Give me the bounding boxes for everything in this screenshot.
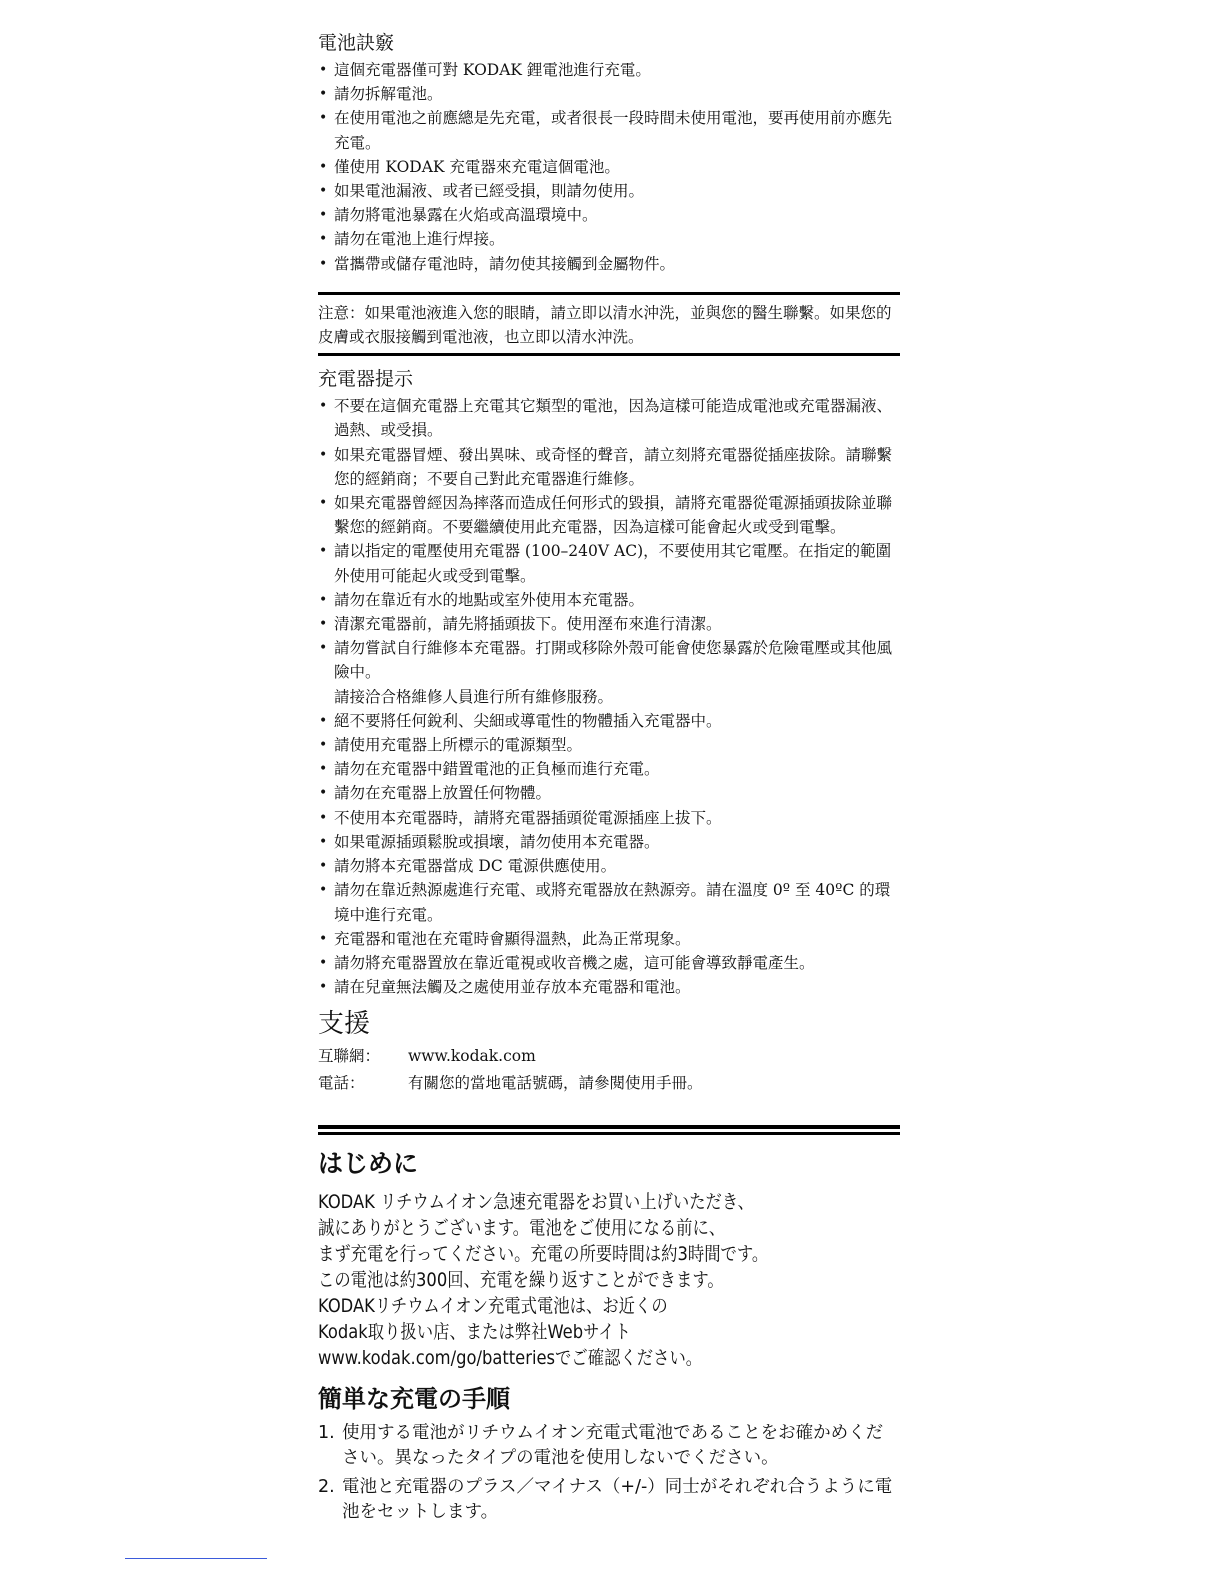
step-number: 2. [318, 1477, 335, 1498]
list-item: • 這個充電器僅可對 KODAK 鋰電池進行充電。 [318, 58, 900, 82]
battery-tips-list [318, 58, 900, 276]
list-item: • 不要在這個充電器上充電其它類型的電池，因為這樣可能造成電池或充電器漏液、過熱、或受損。 [318, 394, 900, 442]
internet-label: 互聯網： [318, 1047, 381, 1066]
intro-line: まず充電を行ってください。充電の所要時間は約3時間です。 [318, 1243, 769, 1266]
steps-heading: 簡単な充電の手順 [318, 1385, 510, 1414]
list-item: • 請勿在電池上進行焊接。 [318, 227, 900, 251]
step-number: 1. [318, 1423, 335, 1444]
list-item: • 請勿在充電器中錯置電池的正負極而進行充電。 [318, 757, 900, 781]
support-section [318, 1007, 900, 1097]
charger-tips-list [318, 394, 900, 999]
section-divider [318, 1125, 900, 1135]
battery-tips-heading: 電池訣竅 [318, 32, 395, 54]
list-item: • 請勿在充電器上放置任何物體。 [318, 781, 900, 805]
list-item: • 如果充電器曾經因為摔落而造成任何形式的毀損，請將充電器從電源插頭拔除並聯繫您的經銷商。不要繼續使用此充電器，因為這樣可能會起火或受到電擊。 [318, 491, 900, 539]
phone-value: 有關您的當地電話號碼，請參閱使用手冊。 [408, 1074, 703, 1093]
list-item: • 請以指定的電壓使用充電器 (100–240V AC)，不要使用其它電壓。在指定的範圍外使用可能起火或受到電擊。 [318, 539, 900, 587]
intro-line: KODAKリチウムイオン充電式電池は、お近くの [318, 1295, 668, 1318]
support-internet-row [318, 1043, 900, 1070]
list-item: • 如果充電器冒煙、發出異味、或奇怪的聲音，請立刻將充電器從插座拔除。請聯繫您的經銷商；不要自己對此充電器進行維修。 [318, 443, 900, 491]
step-item [318, 1475, 900, 1525]
list-item: • 清潔充電器前，請先將插頭拔下。使用溼布來進行清潔。 [318, 612, 900, 636]
steps-list [318, 1421, 900, 1525]
intro-line: この電池は約300回、充電を繰り返すことができます。 [318, 1269, 724, 1292]
list-item: • 請勿在靠近熱源處進行充電、或將充電器放在熱源旁。請在溫度 0º 至 40ºC 的環境中進行充電。 [318, 878, 900, 926]
list-item: • 僅使用 KODAK 充電器來充電這個電池。 [318, 155, 900, 179]
list-item: • 當攜帶或儲存電池時，請勿使其接觸到金屬物件。 [318, 252, 900, 276]
document-page [318, 30, 900, 1529]
phone-label: 電話： [318, 1074, 365, 1093]
japanese-heading: はじめに [318, 1149, 419, 1179]
list-item: • 在使用電池之前應總是先充電，或者很長一段時間未使用電池，要再使用前亦應先充電。 [318, 106, 900, 154]
list-item: • 請勿將本充電器當成 DC 電源供應使用。 [318, 854, 900, 878]
list-item: • 不使用本充電器時，請將充電器插頭從電源插座上拔下。 [318, 806, 900, 830]
list-item: 請接洽合格維修人員進行所有維修服務。 [334, 687, 614, 706]
list-item: • 如果電源插頭鬆脫或損壞，請勿使用本充電器。 [318, 830, 900, 854]
list-item: • 請使用充電器上所標示的電源類型。 [318, 733, 900, 757]
support-heading: 支援 [318, 1009, 371, 1040]
japanese-intro [318, 1189, 900, 1371]
internet-link[interactable]: www.kodak.com [408, 1047, 536, 1066]
intro-line-url[interactable]: www.kodak.com/go/batteriesでご確認ください。 [318, 1347, 703, 1370]
intro-line: KODAK リチウムイオン急速充電器をお買い上げいただき、 [318, 1191, 754, 1214]
battery-tips-section [318, 30, 900, 276]
step-text: 使用する電池がリチウムイオン充電式電池であることをお確かめください。異なったタイプの電池を使用しないでください。 [342, 1423, 884, 1469]
charger-tips-heading: 充電器提示 [318, 368, 414, 391]
footer-rule [125, 1558, 267, 1559]
list-item: • 請勿將電池暴露在火焰或高溫環境中。 [318, 203, 900, 227]
list-item: • 請勿在靠近有水的地點或室外使用本充電器。 [318, 588, 900, 612]
step-item [318, 1421, 900, 1471]
list-item: • 如果電池漏液、或者已經受損，則請勿使用。 [318, 179, 900, 203]
support-phone-row [318, 1070, 900, 1097]
charger-tips-section [318, 366, 900, 999]
list-item: • 充電器和電池在充電時會顯得溫熱，此為正常現象。 [318, 927, 900, 951]
step-text: 電池と充電器のプラス／マイナス（+/-）同士がそれぞれ合うように電池をセットします。 [342, 1477, 893, 1523]
list-item: • 絕不要將任何銳利、尖細或導電性的物體插入充電器中。 [318, 709, 900, 733]
intro-line: Kodak取り扱い店、または弊社Webサイト [318, 1321, 631, 1344]
list-item: • 請在兒童無法觸及之處使用並存放本充電器和電池。 [318, 975, 900, 999]
intro-line: 誠にありがとうございます。電池をご使用になる前に、 [318, 1217, 726, 1240]
caution-box: 注意：如果電池液進入您的眼睛，請立即以清水沖洗，並與您的醫生聯繫。如果您的皮膚或衣服接觸到電池液，也立即以清水沖洗。 [318, 292, 900, 356]
japanese-section [318, 1147, 900, 1525]
list-item: • 請勿拆解電池。 [318, 82, 900, 106]
list-item: • 請勿將充電器置放在靠近電視或收音機之處，這可能會導致靜電產生。 [318, 951, 900, 975]
list-item: • 請勿嘗試自行維修本充電器。打開或移除外殼可能會使您暴露於危險電壓或其他風險中。 [318, 636, 900, 684]
